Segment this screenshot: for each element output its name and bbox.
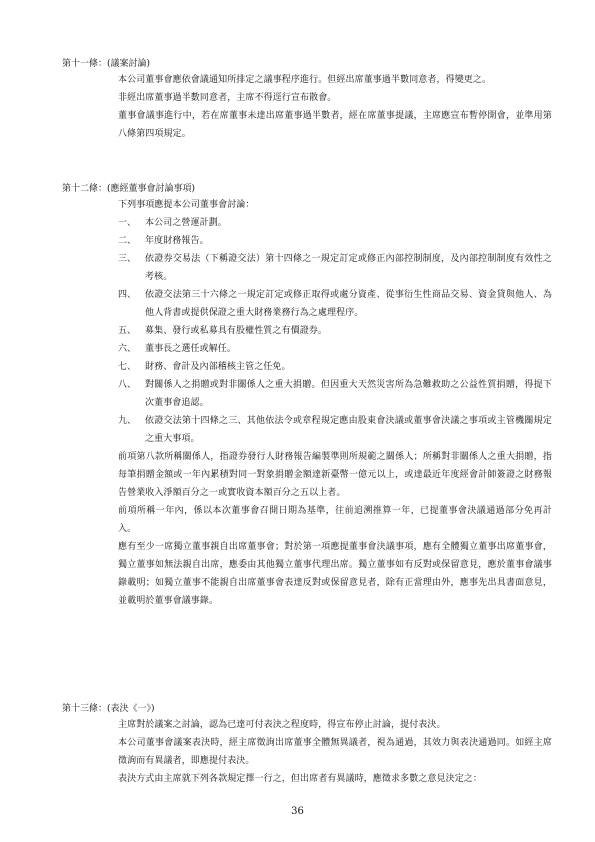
list-item-text: 財務、會計及內部稽核主管之任免。 bbox=[145, 362, 291, 372]
list-item-number: 七、 bbox=[118, 362, 137, 372]
article-13-paragraph-1: 主席對於議案之討論，認為已達可付表決之程度時，得宣布停止討論，提付表決。 bbox=[118, 720, 446, 730]
article-13-heading: 第十三條：(表決《一》) bbox=[62, 704, 155, 714]
article-12-heading: 第十二條：(應經董事會討論事項) bbox=[62, 184, 196, 194]
list-item bbox=[118, 286, 552, 322]
article-12-paragraph-3: 應有至少一席獨立董事親自出席董事會；對於第一項應提董事會決議事項，應有全體獨立董事出席董事會，獨立董事如無法親自出席，應委由其他獨立董事代理出席。獨立董事如有反對或保留意見，應於董事會議事錄載明；如獨立董事不能親自出席董事會表達反對或保留意見者，除有正當理由外，應事先出具書面意見，並載明於董事會議事錄。 bbox=[118, 542, 552, 606]
list-item bbox=[118, 322, 552, 340]
list-item-number: 一、 bbox=[118, 218, 137, 228]
list-item-number: 九、 bbox=[118, 416, 137, 426]
article-11-paragraph-3: 董事會議事進行中，若在席董事未達出席董事過半數者，經在席董事提議，主席應宣布暫停開會，並準用第八條第四項規定。 bbox=[118, 111, 552, 139]
list-item bbox=[118, 340, 552, 358]
list-item-text: 依證交法第三十六條之一規定訂定或修正取得或處分資產、從事衍生性商品交易、資金貸與他人、為他人背書或提供保證之重大財務業務行為之處理程序。 bbox=[145, 290, 552, 318]
page-number: 36 bbox=[291, 806, 304, 817]
article-12 bbox=[62, 183, 552, 610]
list-item-number: 八、 bbox=[118, 380, 137, 390]
list-item bbox=[118, 358, 552, 376]
list-item-text: 對關係人之捐贈或對非關係人之重大捐贈。但因重大天然災害所為急難救助之公益性質捐贈，得提下次董事會追認。 bbox=[145, 380, 552, 408]
list-item-text: 年度財務報告。 bbox=[145, 236, 209, 246]
article-12-paragraph-2: 前項所稱一年內，係以本次董事會召開日期為基準，往前追溯推算一年，已提董事會決議通過部分免再計入。 bbox=[118, 506, 552, 534]
article-12-paragraph-1: 前項第八款所稱關係人，指證券發行人財務報告編製準則所規範之關係人；所稱對非關係人之重大捐贈，指每筆捐贈金額或一年內累積對同一對象捐贈金額達新臺幣一億元以上，或達最近年度經會計師簽證之財務報告營業收入淨額百分之一或實收資本額百分之五以上者。 bbox=[118, 452, 552, 498]
list-item-number: 五、 bbox=[118, 326, 137, 336]
article-13 bbox=[62, 703, 552, 788]
list-item-text: 依證交法第十四條之三、其他依法令或章程規定應由股東會決議或董事會決議之事項或主管機關規定之重大事項。 bbox=[145, 416, 552, 444]
list-item bbox=[118, 214, 552, 232]
article-11-heading: 第十一條：(議案討論) bbox=[62, 59, 151, 69]
article-11 bbox=[62, 58, 552, 143]
list-item bbox=[118, 250, 552, 286]
article-13-paragraph-2: 本公司董事會議案表決時，經主席徵詢出席董事全體無異議者，視為通過，其效力與表決通過同。如經主席徵詢而有異議者，即應提付表決。 bbox=[118, 738, 552, 766]
article-11-paragraph-1: 本公司董事會應依會議通知所排定之議事程序進行。但經出席董事過半數同意者，得變更之。 bbox=[118, 75, 492, 85]
article-12-intro: 下列事項應提本公司董事會討論： bbox=[118, 200, 255, 210]
article-13-paragraph-3: 表決方式由主席就下列各款規定擇一行之，但出席者有異議時，應徵求多數之意見決定之： bbox=[118, 774, 483, 784]
article-12-body bbox=[118, 196, 552, 610]
list-item-text: 本公司之營運計劃。 bbox=[145, 218, 227, 228]
article-11-body bbox=[118, 71, 552, 143]
list-item-text: 募集、發行或私募具有股權性質之有價證券。 bbox=[145, 326, 328, 336]
list-item-number: 二、 bbox=[118, 236, 137, 246]
list-item-number: 四、 bbox=[118, 290, 137, 300]
list-item-text: 依證券交易法（下稱證交法）第十四條之一規定訂定或修正內部控制制度，及內部控制制度有效性之考核。 bbox=[145, 254, 552, 282]
list-item-text: 董事長之選任或解任。 bbox=[145, 344, 237, 354]
article-13-body bbox=[118, 716, 552, 788]
list-item-number: 三、 bbox=[118, 254, 137, 264]
list-item-number: 六、 bbox=[118, 344, 137, 354]
list-item bbox=[118, 412, 552, 448]
list-item bbox=[118, 232, 552, 250]
list-item bbox=[118, 376, 552, 412]
article-11-paragraph-2: 非經出席董事過半數同意者，主席不得逕行宣布散會。 bbox=[118, 93, 337, 103]
